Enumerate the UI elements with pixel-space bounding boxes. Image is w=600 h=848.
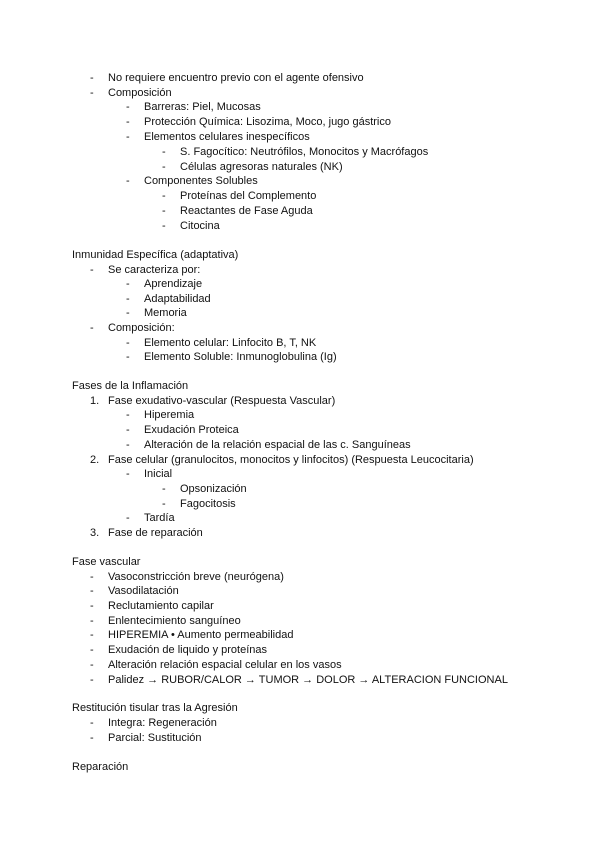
bullet-dash: - (90, 732, 94, 744)
bullet-dash: - (126, 512, 130, 524)
list-item: Parcial: Sustitución (108, 732, 202, 744)
bullet-dash: - (90, 644, 94, 656)
bullet-dash: - (126, 307, 130, 319)
list-item: Reactantes de Fase Aguda (180, 205, 313, 217)
list-item: Citocina (180, 220, 220, 232)
list-item: Opsonización (180, 483, 247, 495)
list-item: Enlentecimiento sanguíneo (108, 615, 241, 627)
section-heading: Inmunidad Específica (adaptativa) (72, 249, 239, 261)
bullet-dash: - (126, 101, 130, 113)
bullet-dash: - (90, 571, 94, 583)
list-item: Protección Química: Lisozima, Moco, jugo gástrico (144, 116, 391, 128)
bullet-dash: - (126, 439, 130, 451)
section-heading: Fase vascular (72, 556, 141, 568)
bullet-dash: - (162, 161, 166, 173)
bullet-dash: - (162, 483, 166, 495)
list-item: Elemento celular: Linfocito B, T, NK (144, 337, 317, 349)
bullet-dash: - (162, 220, 166, 232)
list-item: Elemento Soluble: Inmunoglobulina (Ig) (144, 351, 337, 363)
bullet-dash: - (126, 293, 130, 305)
bullet-dash: - (162, 146, 166, 158)
list-item: Adaptabilidad (144, 293, 211, 305)
list-number: 1. (90, 395, 100, 407)
list-item: Memoria (144, 307, 187, 319)
bullet-dash: - (162, 498, 166, 510)
list-item: Vasoconstricción breve (neurógena) (108, 571, 284, 583)
bullet-dash: - (126, 116, 130, 128)
bullet-dash: - (90, 585, 94, 597)
list-item: No requiere encuentro previo con el agente ofensivo (108, 72, 364, 84)
list-item: Reclutamiento capilar (108, 600, 214, 612)
bullet-dash: - (162, 205, 166, 217)
list-item: Integra: Regeneración (108, 717, 217, 729)
list-item: Se caracteriza por: (108, 264, 201, 276)
bullet-dash: - (126, 424, 130, 436)
list-item: Inicial (144, 468, 173, 480)
list-item: Exudación Proteica (144, 424, 239, 436)
bullet-dash: - (126, 278, 130, 290)
list-item: Componentes Solubles (144, 175, 258, 187)
bullet-dash: - (90, 72, 94, 84)
list-item: Proteínas del Complemento (180, 190, 317, 202)
list-item: Barreras: Piel, Mucosas (144, 101, 261, 113)
list-item: Elementos celulares inespecíficos (144, 131, 310, 143)
list-item: Vasodilatación (108, 585, 179, 597)
list-item: Fase exudativo-vascular (Respuesta Vascular) (108, 395, 336, 407)
list-item: S. Fagocítico: Neutrófilos, Monocitos y Macrófagos (180, 146, 429, 158)
section-heading: Fases de la Inflamación (72, 380, 189, 392)
bullet-dash: - (126, 131, 130, 143)
bullet-dash: - (90, 322, 94, 334)
bullet-dash: - (126, 175, 130, 187)
bullet-dash: - (90, 659, 94, 671)
list-item: Composición: (108, 322, 175, 334)
list-item: Alteración relación espacial celular en los vasos (108, 659, 342, 671)
bullet-dash: - (90, 264, 94, 276)
bullet-dash: - (126, 351, 130, 363)
bullet-dash: - (90, 615, 94, 627)
section-heading: Reparación (72, 761, 129, 773)
list-number: 3. (90, 527, 100, 539)
bullet-dash: - (126, 468, 130, 480)
list-item: Exudación de liquido y proteínas (108, 644, 267, 656)
list-item: Hiperemia (144, 409, 195, 421)
list-item: Palidez → RUBOR/CALOR → TUMOR → DOLOR → ALTERACION FUNCIONAL (108, 674, 508, 686)
bullet-dash: - (162, 190, 166, 202)
list-item: Alteración de la relación espacial de las c. Sanguíneas (144, 439, 411, 451)
bullet-dash: - (90, 629, 94, 641)
list-item: Células agresoras naturales (NK) (180, 161, 343, 173)
section-heading: Restitución tisular tras la Agresión (72, 702, 238, 714)
list-item: Aprendizaje (144, 278, 203, 290)
bullet-dash: - (126, 337, 130, 349)
bullet-dash: - (90, 87, 94, 99)
bullet-dash: - (90, 674, 94, 686)
list-item: Fase celular (granulocitos, monocitos y linfocitos) (Respuesta Leucocitaria) (108, 454, 474, 466)
list-item: HIPEREMIA • Aumento permeabilidad (108, 629, 294, 641)
list-number: 2. (90, 454, 100, 466)
list-item: Tardía (144, 512, 175, 524)
list-item: Fagocitosis (180, 498, 236, 510)
bullet-dash: - (90, 600, 94, 612)
list-item: Composición (108, 87, 172, 99)
list-item: Fase de reparación (108, 527, 203, 539)
bullet-dash: - (126, 409, 130, 421)
bullet-dash: - (90, 717, 94, 729)
